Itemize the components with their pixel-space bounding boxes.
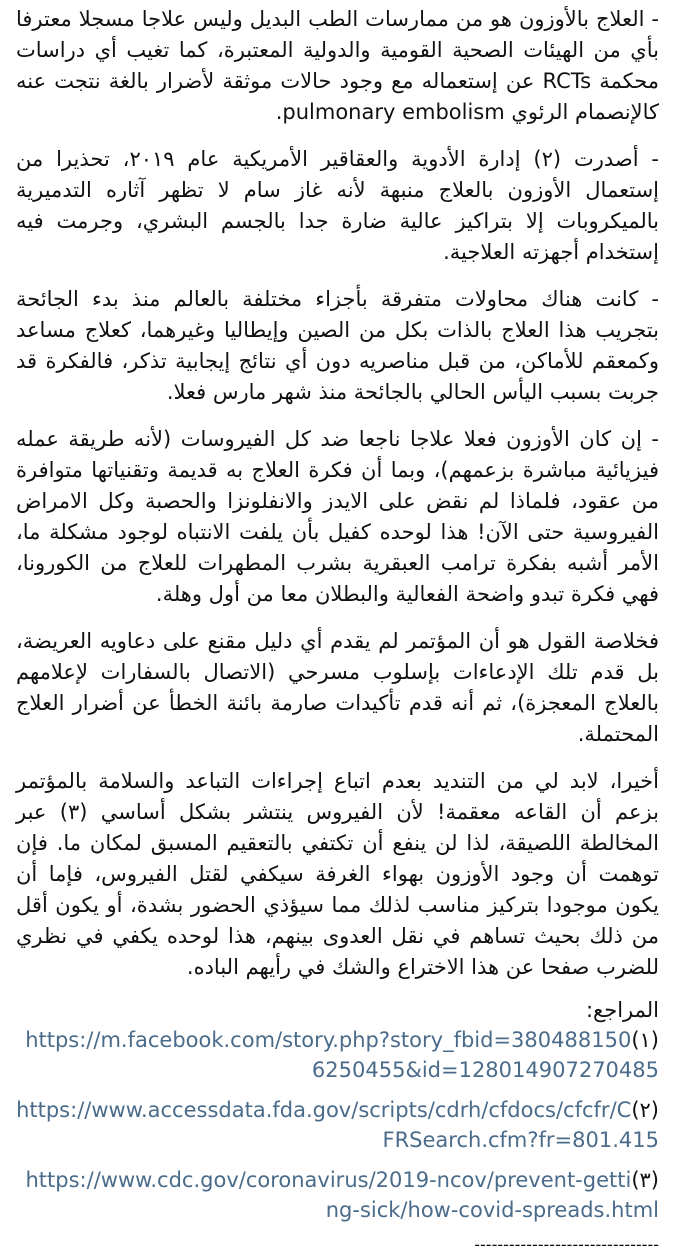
reference-link-fda[interactable]: https://www.accessdata.fda.gov/scripts/cdrh/cfdocs/cfcfr/CFRSearch.cfm?fr=801.415 (16, 1098, 659, 1152)
paragraph-effectiveness-argument: - إن كان الأوزون فعلا علاجا ناجعا ضد كل الفيروسات (لأنه طريقة عمله فيزيائية مباشرة بزعمهم)، وبما أن فكرة العلاج به قديمة وتقنياتها متوافرة من عقود، فلماذا لم نقض على الايدز والانفلونزا والحصبة وكل الامراض الفيروسية حتى الآن! هذا لوحده كفيل بأن يلفت الانتباه لوجود مشكلة ما، الأمر أشبه بفكرة ترامب العبقرية بشرب المطهرات للعلاج من الكورونا، فهي فكرة تبدو واضحة الفعالية والبطلان معا من أول وهلة. (16, 427, 659, 606)
paragraph-1-text-start: - العلاج بالأوزون هو من ممارسات الطب البديل وليس علاجا مسجلا معترفا بأي من الهيئات الصحية القومية والدولية المعتبرة، كما تغيب أي دراسات محكمة (16, 7, 659, 93)
term-rcts: RCTs (542, 69, 592, 93)
reference-link-cdc[interactable]: https://www.cdc.gov/coronavirus/2019-ncov/prevent-getting-sick/how-covid-spreads.html (25, 1168, 659, 1222)
paragraph-ozone-alternative-medicine (16, 4, 659, 128)
references-title: المراجع: (585, 998, 659, 1022)
reference-number: (٢) (631, 1098, 659, 1122)
references-section (16, 995, 659, 1255)
paragraph-pandemic-attempts: - كانت هناك محاولات متفرقة بأجزاء مختلفة بالعالم منذ بدء الجائحة بتجريب هذا العلاج بالذات بكل من الصين وإيطاليا وغيرهما، كعلاج مساعد وكمعقم للأماكن، من قبل مناصريه دون أي نتائج إيجابية تذكر، فالفكرة قد جربت بسبب اليأس الحالي بالجائحة منذ شهر مارس فعلا. (16, 287, 659, 404)
article-body (16, 4, 659, 1255)
reference-number: (٣) (631, 1168, 659, 1192)
paragraph-1-text-middle: عن إستعماله مع وجود حالات موثقة لأضرار بالغة نتجت عنه كالإنصمام الرئوي (16, 69, 659, 124)
paragraph-fda-warning: - أصدرت (٢) إدارة الأدوية والعقاقير الأمريكية عام ٢٠١٩، تحذيرا من إستعمال الأوزون بالعلاج منبهة لأنه غاز سام لا تظهر آثاره التدميرية بالميكروبات إلا بتراكيز عالية ضارة جدا بالجسم البشري، وجرمت فيه إستخدام أجهزته العلاجية. (16, 147, 659, 264)
reference-item-3 (16, 1165, 659, 1225)
paragraph-final-remarks: أخيرا، لابد لي من التنديد بعدم اتباع إجراءات التباعد والسلامة بالمؤتمر بزعم أن القاعه معقمة! لأن الفيروس ينتشر بشكل أساسي (٣) عبر المخالطة اللصيقة، لذا لن ينفع أن تكتفي بالتعقيم المسبق لمكان ما. فإن توهمت أن وجود الأوزون بهواء الغرفة سيكفي لقتل الفيروس، فإما أن يكون موجودا بتركيز مناسب لذلك مما سيؤذي الحضور بشدة، أو يكون أقل من ذلك بحيث تساهم في نقل العدوى بينهم، هذا لوحده يكفي في نظري للضرب صفحا عن هذا الاختراع والشك في رأيهم الباده. (16, 769, 659, 979)
reference-number: (١) (631, 1028, 659, 1052)
section-divider: -------------------------------- (474, 1235, 659, 1254)
paragraph-conclusion: فخلاصة القول هو أن المؤتمر لم يقدم أي دليل مقنع على دعاويه العريضة، بل قدم تلك الإدعاءات بإسلوب مسرحي (الاتصال بالسفارات لإعلامهم بالعلاج المعجزة)، ثم أنه قدم تأكيدات صارمة بائنة الخطأ عن أضرار العلاج المحتملة. (16, 629, 659, 746)
reference-item-1 (16, 1025, 659, 1085)
term-pulmonary-embolism: pulmonary embolism (282, 100, 505, 124)
reference-link-facebook[interactable]: https://m.facebook.com/story.php?story_fbid=3804881506250455&id=128014907270485 (25, 1028, 659, 1082)
reference-item-2 (16, 1095, 659, 1155)
paragraph-1-text-end: . (275, 100, 283, 124)
